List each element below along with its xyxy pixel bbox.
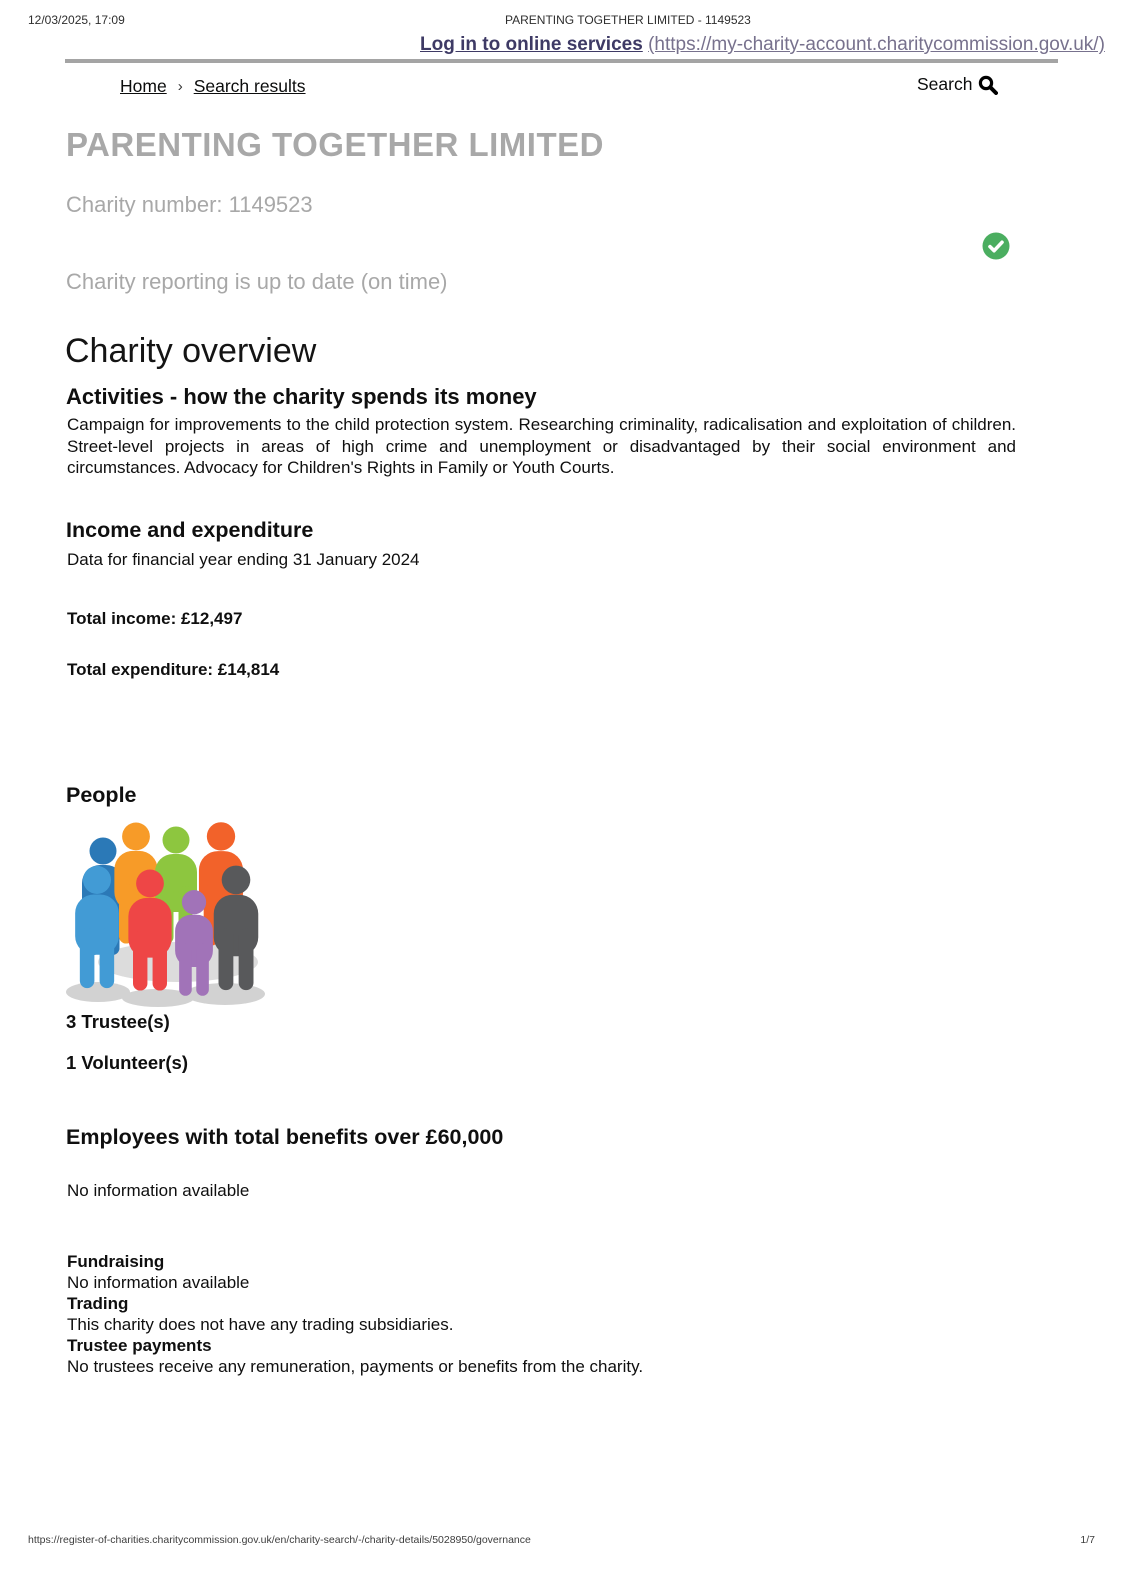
- heading-trustee-payments: Trustee payments: [67, 1336, 212, 1355]
- employees-no-information: No information available: [67, 1181, 250, 1200]
- total-expenditure: Total expenditure: £14,814: [67, 660, 280, 679]
- fundraising-text: No information available: [67, 1273, 250, 1292]
- trading-text: This charity does not have any trading subsidiaries.: [67, 1315, 454, 1334]
- reporting-status: Charity reporting is up to date (on time): [66, 269, 448, 294]
- heading-activities: Activities - how the charity spends its money: [66, 384, 537, 409]
- heading-employees-benefits: Employees with total benefits over £60,000: [66, 1125, 504, 1149]
- print-timestamp: 12/03/2025, 17:09: [28, 13, 125, 27]
- section-title-charity-overview: Charity overview: [65, 332, 317, 370]
- check-circle-icon: [982, 232, 1010, 260]
- shadow: [66, 982, 130, 1002]
- heading-income-expenditure: Income and expenditure: [66, 518, 314, 542]
- breadcrumb: [120, 76, 306, 97]
- breadcrumb-home-link[interactable]: Home: [120, 76, 167, 96]
- volunteers-count: 1 Volunteer(s): [66, 1052, 188, 1073]
- search-label: Search: [917, 74, 973, 94]
- print-page-indicator: 1/7: [1080, 1534, 1095, 1546]
- financial-year-text: Data for financial year ending 31 January 2024: [67, 550, 420, 569]
- breadcrumb-search-results-link[interactable]: Search results: [193, 76, 306, 96]
- heading-people: People: [66, 783, 137, 807]
- login-link[interactable]: Log in to online services: [420, 34, 643, 55]
- breadcrumb-separator-icon: ›: [177, 78, 183, 95]
- charity-number: Charity number: 1149523: [66, 192, 313, 217]
- total-income: Total income: £12,497: [67, 609, 243, 628]
- heading-trading: Trading: [67, 1294, 129, 1313]
- print-footer-url: https://register-of-charities.charitycommission.gov.uk/en/charity-search/-/charity-details/5028950/governance: [28, 1534, 531, 1546]
- check-circle-bg: [983, 233, 1010, 260]
- additional-info-block: [67, 1251, 643, 1377]
- trustees-count: 3 Trustee(s): [66, 1011, 170, 1032]
- trustee-payments-text: No trustees receive any remuneration, payments or benefits from the charity.: [67, 1357, 644, 1376]
- heading-fundraising: Fundraising: [67, 1252, 165, 1271]
- header-divider: [65, 59, 1058, 63]
- magnifier-icon: [978, 75, 998, 95]
- login-link-url[interactable]: (https://my-charity-account.charitycommission.gov.uk/): [648, 34, 1105, 55]
- login-row: [420, 34, 1105, 56]
- print-footer: [28, 1534, 1095, 1546]
- print-document-title: PARENTING TOGETHER LIMITED - 1149523: [505, 13, 751, 27]
- activities-text: Campaign for improvements to the child protection system. Researching criminality, radicalisation and exploitation of children. Street-level projects in areas of high crime and unemployment or disadvantaged by their social environment and circumstances. Advocacy for Children's Rights in Family or Youth Courts.: [67, 415, 1016, 477]
- page-title: PARENTING TOGETHER LIMITED: [66, 126, 604, 163]
- group-of-people-icon: [60, 799, 270, 1007]
- search-button[interactable]: [917, 74, 998, 95]
